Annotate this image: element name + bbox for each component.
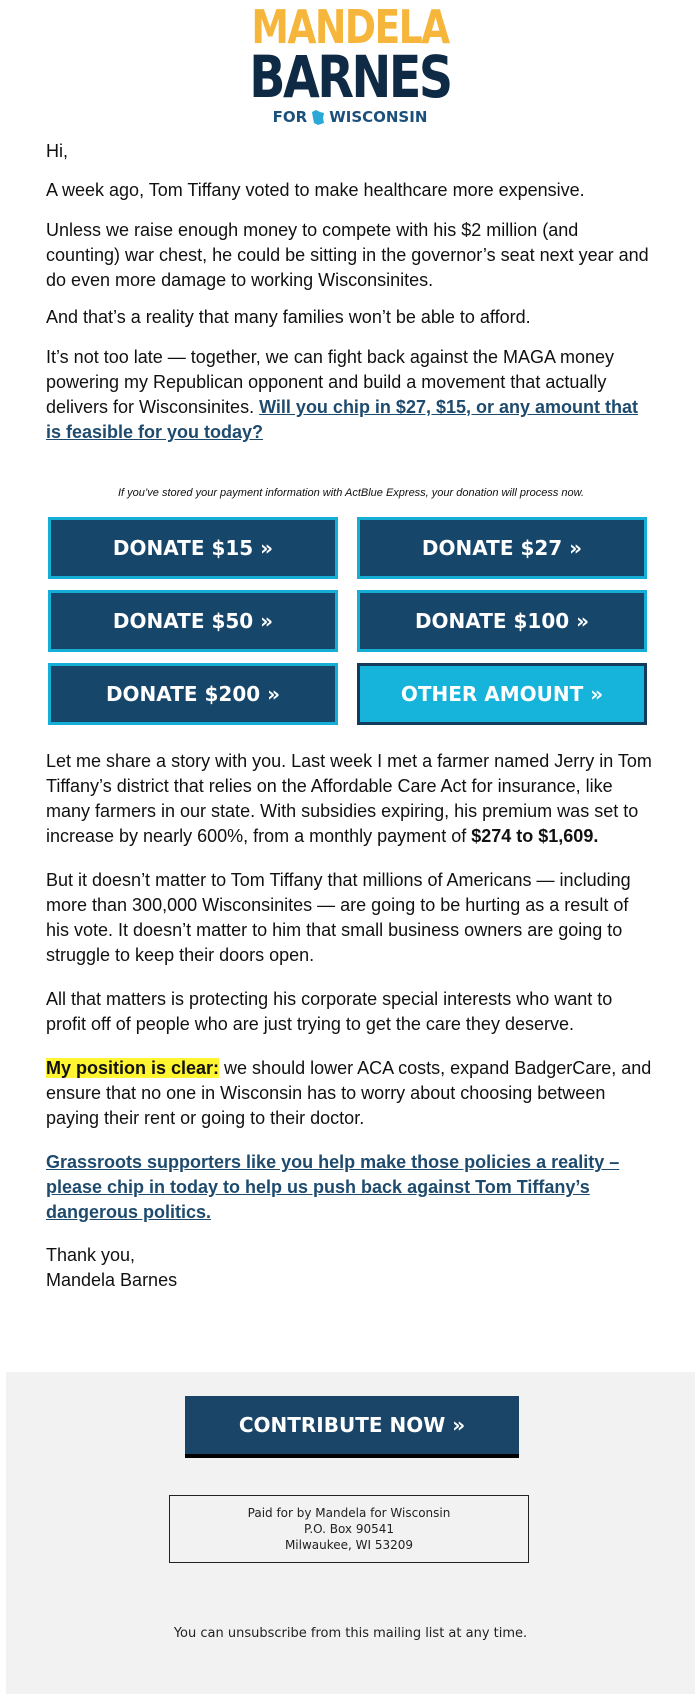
paid-for-box bbox=[169, 1495, 529, 1563]
paragraph-7: All that matters is protecting his corporate special interests who want to profit off of people who are just trying to get the care they deserve. bbox=[46, 989, 613, 1034]
contribute-now-button[interactable]: CONTRIBUTE NOW » bbox=[185, 1396, 519, 1458]
chip-in-link[interactable]: Will you chip in $27, $15, or any amount that is feasible for you today? bbox=[46, 397, 639, 442]
grassroots-link[interactable]: Grassroots supporters like you help make those policies a reality – please chip in today to help us push back against Tom Tiffany’s dangerous politics. bbox=[46, 1152, 620, 1222]
paragraph-2: Unless we raise enough money to compete with his $2 million (and counting) war chest, he could be sitting in the governor’s seat next year and do even more damage to working Wisconsinites. bbox=[46, 220, 649, 290]
premium-increase: $274 to $1,609. bbox=[471, 826, 599, 846]
paragraph-5-text: Let me share a story with you. Last week I met a farmer named Jerry in Tom Tiffany’s district that relies on the Affordable Care Act for insurance, like many farmers in our state. With subsidies expiring, his premium was set to increase by nearly 600%, from a monthly payment of bbox=[46, 751, 652, 846]
paragraph-5 bbox=[46, 749, 656, 849]
unsubscribe-text[interactable]: You can unsubscribe from this mailing list at any time. bbox=[173, 1626, 528, 1641]
paid-for-line: Paid for by Mandela for Wisconsin bbox=[247, 1506, 451, 1520]
campaign-logo[interactable] bbox=[0, 2, 700, 127]
city-line: Milwaukee, WI 53209 bbox=[284, 1538, 414, 1552]
logo-last-name: BARNES bbox=[249, 43, 451, 111]
paragraph-6: But it doesn’t matter to Tom Tiffany that millions of Americans — including more than 300,000 Wisconsinites — are going to be hurting as a result of his vote. It doesn’t matter to him that small business owners are going to struggle to keep their doors open. bbox=[46, 870, 631, 965]
position-highlight: My position is clear: bbox=[46, 1058, 220, 1078]
greeting: Hi, bbox=[46, 141, 68, 161]
paragraph-4 bbox=[46, 345, 656, 445]
paragraph-1: A week ago, Tom Tiffany voted to make healthcare more expensive. bbox=[46, 180, 585, 200]
donate-50-button[interactable]: DONATE $50 » bbox=[48, 590, 338, 652]
logo-for: FOR bbox=[272, 108, 308, 126]
other-amount-button[interactable]: OTHER AMOUNT » bbox=[357, 663, 647, 725]
donate-27-button[interactable]: DONATE $27 » bbox=[357, 517, 647, 579]
paragraph-4-text: It’s not too late — together, we can fight back against the MAGA money powering my Republican opponent and build a movement that actually delivers for Wisconsinites. bbox=[46, 347, 614, 417]
signature: Mandela Barnes bbox=[46, 1270, 178, 1290]
signoff: Thank you, bbox=[46, 1245, 136, 1265]
donate-200-button[interactable]: DONATE $200 » bbox=[48, 663, 338, 725]
po-box-line: P.O. Box 90541 bbox=[303, 1522, 395, 1536]
logo-wisconsin: WISCONSIN bbox=[329, 108, 428, 126]
paragraph-8 bbox=[46, 1056, 656, 1131]
donate-15-button[interactable]: DONATE $15 » bbox=[48, 517, 338, 579]
paragraph-8-text: we should lower ACA costs, expand BadgerCare, and ensure that no one in Wisconsin has to worry about choosing between paying their rent or going to their doctor. bbox=[46, 1058, 652, 1128]
actblue-note: If you’ve stored your payment information with ActBlue Express, your donation will process now. bbox=[117, 487, 585, 499]
paragraph-9 bbox=[46, 1150, 656, 1225]
donate-100-button[interactable]: DONATE $100 » bbox=[357, 590, 647, 652]
footer bbox=[6, 1372, 695, 1694]
wisconsin-state-icon bbox=[311, 110, 325, 125]
paragraph-3: And that’s a reality that many families won’t be able to afford. bbox=[46, 307, 531, 327]
logo-first-name: MANDELA bbox=[251, 0, 449, 54]
